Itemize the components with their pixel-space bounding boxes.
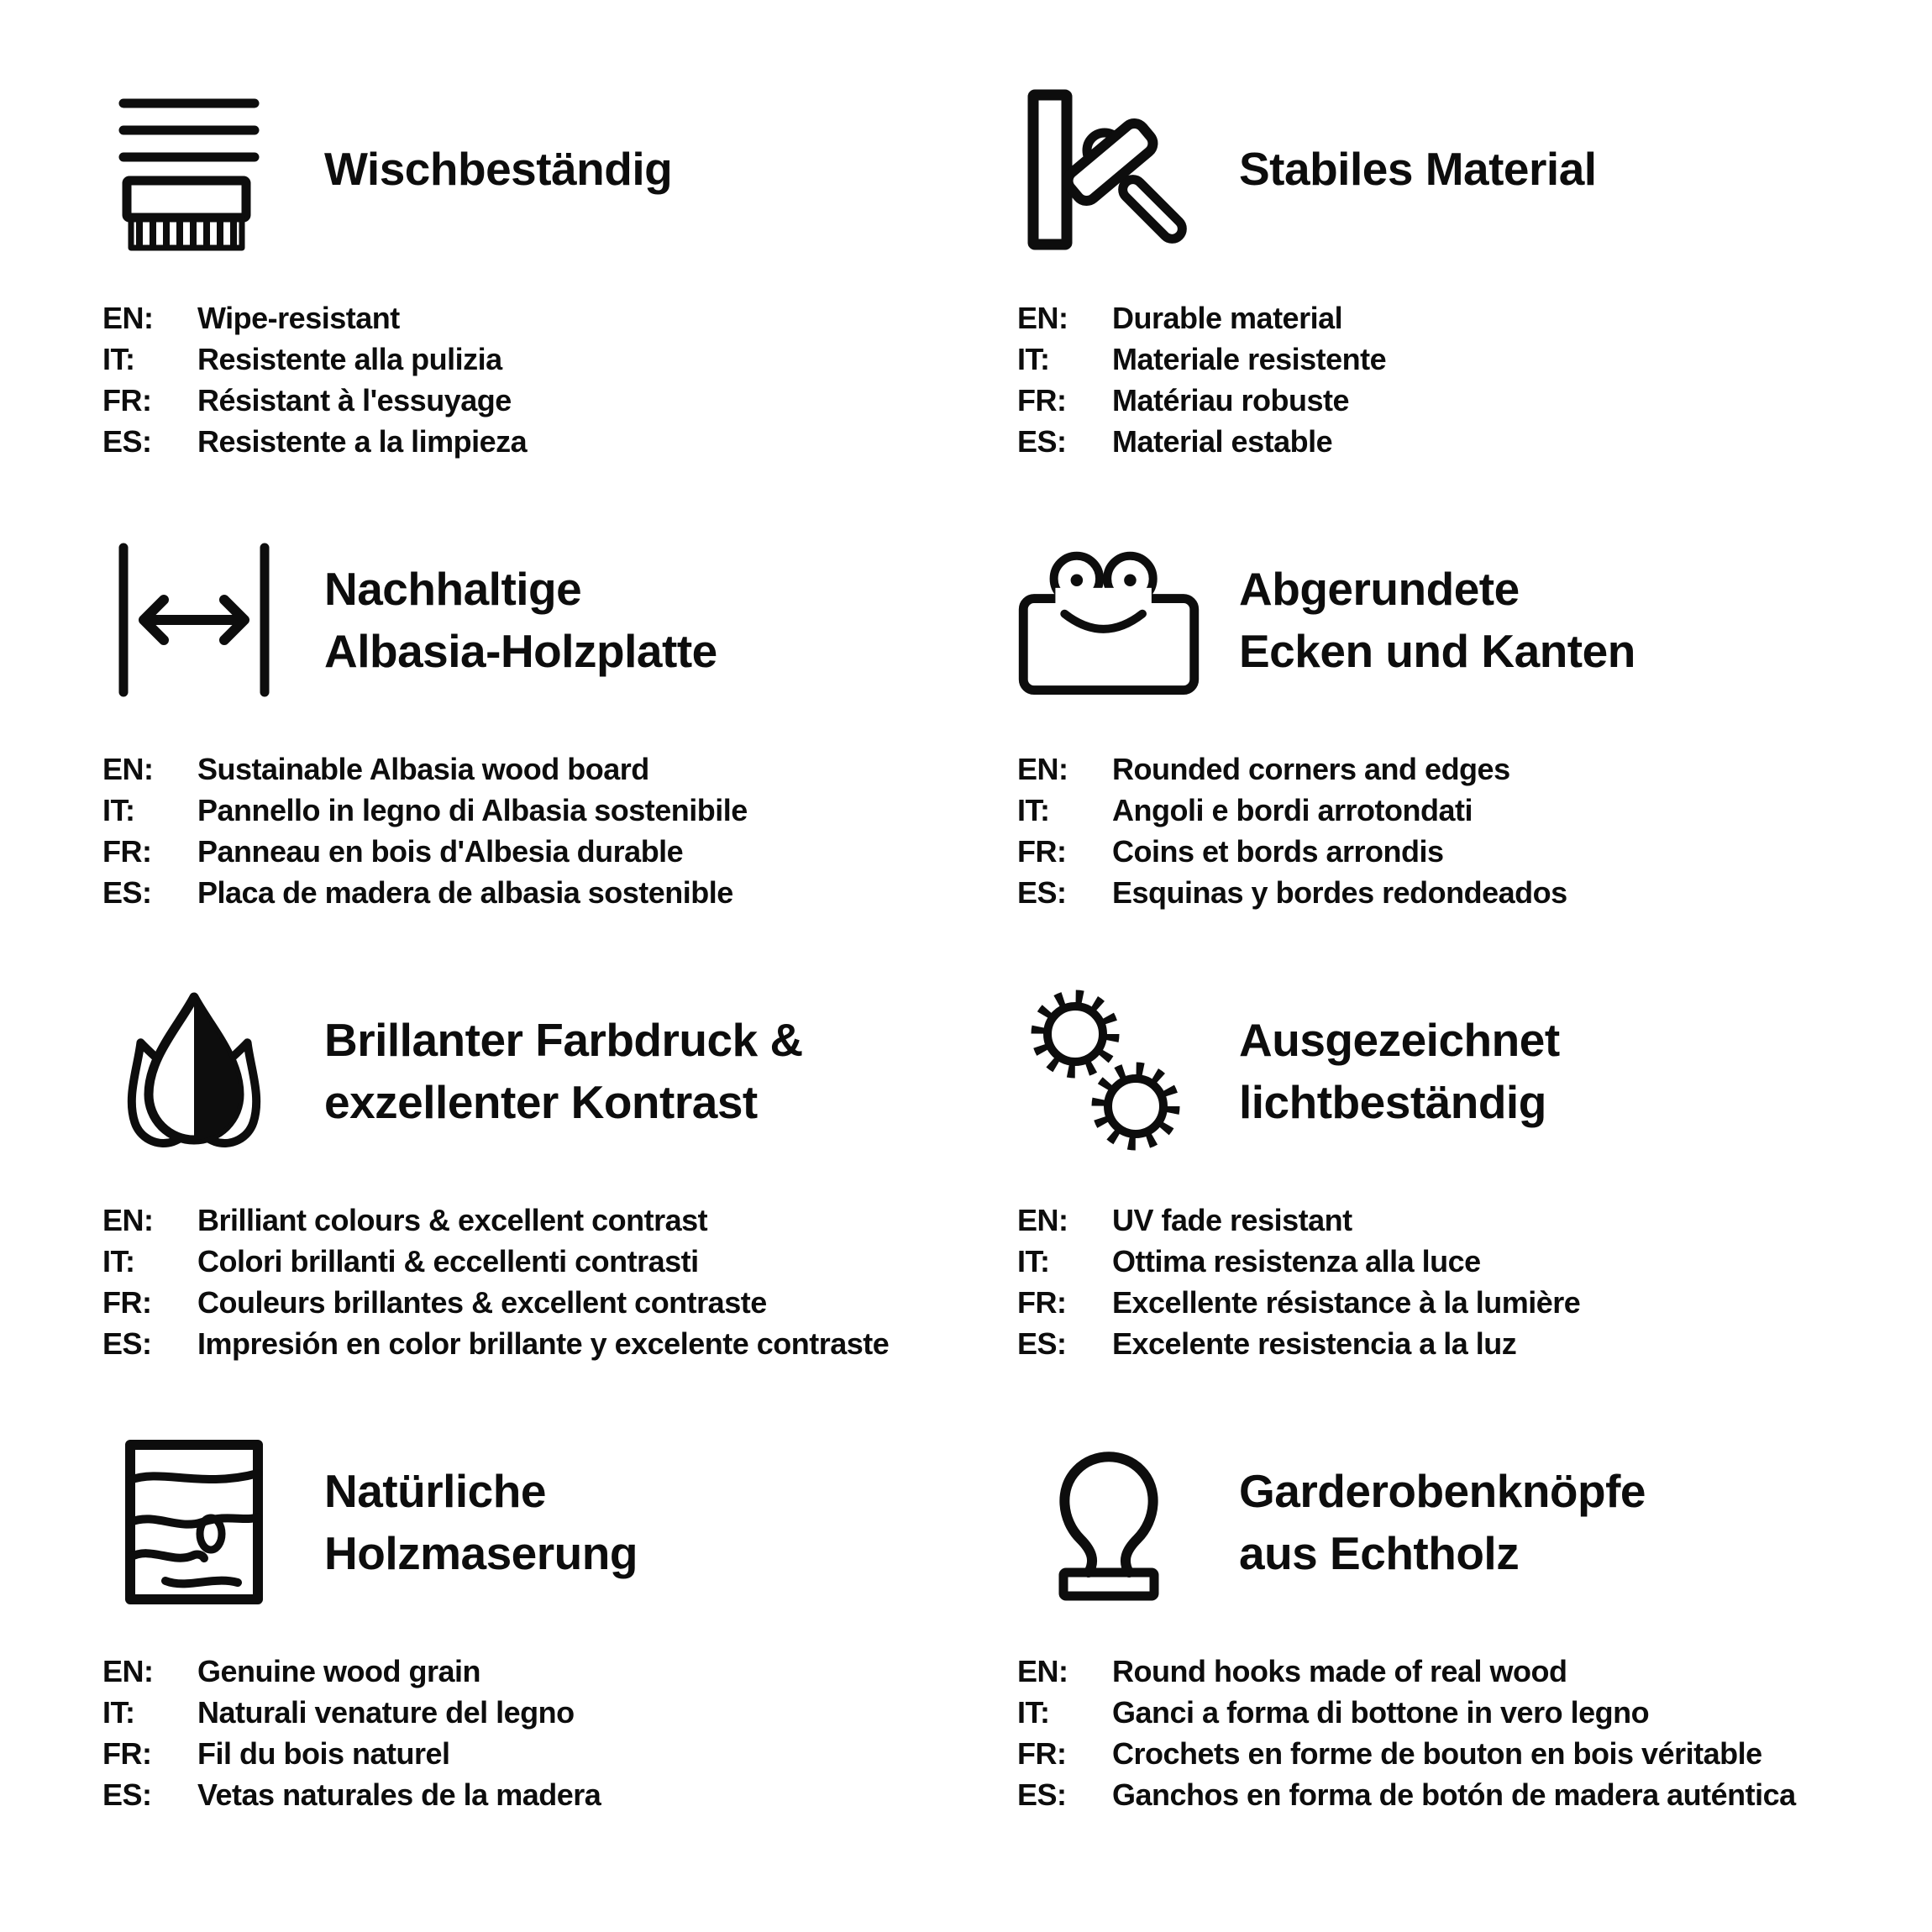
lang-label-it: IT:	[1017, 1695, 1050, 1730]
lang-value-it: Resistente alla pulizia	[197, 342, 502, 376]
lang-value-es: Material estable	[1112, 424, 1333, 459]
lang-value-es: Esquinas y bordes redondeados	[1112, 875, 1567, 910]
title-line: Ausgezeichnet	[1239, 1014, 1560, 1066]
lang-label-en: EN:	[102, 752, 154, 786]
feature-title	[324, 1460, 638, 1584]
title-line: aus Echtholz	[1239, 1527, 1520, 1579]
title-line: Ecken und Kanten	[1239, 625, 1635, 677]
title-line: Wischbeständig	[324, 143, 673, 195]
title-line: Stabiles Material	[1239, 143, 1597, 195]
feature-title	[324, 138, 672, 200]
lang-value-es: Ganchos en forma de botón de madera auténtica	[1112, 1777, 1796, 1812]
width-arrow-icon	[102, 528, 286, 711]
lang-label-es: ES:	[1017, 1777, 1067, 1812]
title-line: Nachhaltige	[324, 563, 582, 615]
lang-label-en: EN:	[1017, 1654, 1068, 1688]
lang-label-fr: FR:	[102, 1736, 152, 1771]
feature-durable-material	[1017, 77, 1856, 528]
feature-wood-grain	[102, 1431, 942, 1882]
wooden-knob-icon	[1017, 1431, 1200, 1614]
uv-suns-icon	[1017, 979, 1200, 1163]
lang-label-it: IT:	[102, 342, 135, 376]
lang-value-it: Materiale resistente	[1112, 342, 1387, 376]
lang-value-en: Wipe-resistant	[197, 301, 400, 335]
lang-value-en: Brilliant colours & excellent contrast	[197, 1203, 708, 1237]
lang-value-it: Angoli e bordi arrotondati	[1112, 793, 1473, 827]
lang-value-it: Pannello in legno di Albasia sostenibile	[197, 793, 748, 827]
board-hammer-icon	[1017, 77, 1200, 260]
feature-header	[1017, 979, 1856, 1163]
lang-value-it: Ottima resistenza alla luce	[1112, 1244, 1481, 1278]
lang-value-fr: Crochets en forme de bouton en bois véritable	[1112, 1736, 1762, 1771]
translation-list	[102, 1656, 942, 1811]
feature-header	[1017, 1431, 1856, 1614]
translation-list	[102, 302, 942, 458]
lang-value-fr: Résistant à l'essuyage	[197, 383, 512, 417]
feature-header	[102, 979, 942, 1163]
translation-list	[1017, 1205, 1856, 1360]
feature-wipe-resistant	[102, 77, 942, 528]
feature-title	[1239, 558, 1635, 682]
feature-title	[1239, 138, 1597, 200]
lang-label-en: EN:	[102, 1654, 154, 1688]
lang-value-en: Sustainable Albasia wood board	[197, 752, 649, 786]
translation-list	[102, 753, 942, 909]
lang-label-it: IT:	[102, 1244, 135, 1278]
lang-value-es: Excelente resistencia a la luz	[1112, 1326, 1517, 1361]
translation-list	[1017, 1656, 1856, 1811]
feature-header	[1017, 528, 1856, 711]
lang-value-fr: Coins et bords arrondis	[1112, 834, 1444, 869]
lang-label-es: ES:	[1017, 424, 1067, 459]
lang-label-it: IT:	[1017, 793, 1050, 827]
feature-title	[1239, 1460, 1646, 1584]
title-line: exzellenter Kontrast	[324, 1076, 758, 1128]
lang-label-es: ES:	[102, 1777, 152, 1812]
lang-value-en: Round hooks made of real wood	[1112, 1654, 1567, 1688]
title-line: Holzmaserung	[324, 1527, 638, 1579]
lang-label-es: ES:	[102, 875, 152, 910]
wipe-brush-icon	[102, 77, 286, 260]
feature-title	[324, 1009, 803, 1133]
title-line: lichtbeständig	[1239, 1076, 1546, 1128]
feature-header	[102, 77, 942, 260]
feature-wooden-knobs	[1017, 1431, 1856, 1882]
lang-label-en: EN:	[1017, 301, 1068, 335]
lang-label-en: EN:	[102, 1203, 154, 1237]
lang-value-fr: Couleurs brillantes & excellent contraste	[197, 1285, 767, 1320]
lang-label-it: IT:	[1017, 342, 1050, 376]
lang-label-es: ES:	[102, 424, 152, 459]
lang-label-en: EN:	[102, 301, 154, 335]
feature-albasia-board	[102, 528, 942, 979]
title-line: Albasia-Holzplatte	[324, 625, 717, 677]
lang-label-es: ES:	[102, 1326, 152, 1361]
lang-value-es: Impresión en color brillante y excelente contraste	[197, 1326, 890, 1361]
lang-label-fr: FR:	[1017, 834, 1067, 869]
lang-label-it: IT:	[1017, 1244, 1050, 1278]
lang-value-it: Colori brillanti & eccellenti contrasti	[197, 1244, 699, 1278]
lang-value-it: Ganci a forma di bottone in vero legno	[1112, 1695, 1650, 1730]
lang-label-fr: FR:	[1017, 383, 1067, 417]
title-line: Garderobenknöpfe	[1239, 1465, 1646, 1517]
translation-list	[102, 1205, 942, 1360]
wood-grain-icon	[102, 1431, 286, 1614]
feature-title	[1239, 1009, 1560, 1133]
feature-rounded-corners	[1017, 528, 1856, 979]
frog-towel-icon	[1017, 528, 1200, 711]
title-line: Natürliche	[324, 1465, 546, 1517]
lang-label-es: ES:	[1017, 1326, 1067, 1361]
lang-value-it: Naturali venature del legno	[197, 1695, 575, 1730]
lang-value-es: Placa de madera de albasia sostenible	[197, 875, 733, 910]
feature-brilliant-colours	[102, 979, 942, 1431]
lang-value-es: Vetas naturales de la madera	[197, 1777, 601, 1812]
lang-label-es: ES:	[1017, 875, 1067, 910]
lang-label-fr: FR:	[102, 1285, 152, 1320]
feature-header	[102, 1431, 942, 1614]
lang-value-fr: Fil du bois naturel	[197, 1736, 450, 1771]
lang-value-en: Durable material	[1112, 301, 1343, 335]
lang-label-en: EN:	[1017, 1203, 1068, 1237]
lang-value-en: UV fade resistant	[1112, 1203, 1352, 1237]
feature-uv-resistant	[1017, 979, 1856, 1431]
title-line: Abgerundete	[1239, 563, 1520, 615]
lang-label-fr: FR:	[102, 383, 152, 417]
feature-header	[1017, 77, 1856, 260]
feature-header	[102, 528, 942, 711]
lang-label-fr: FR:	[1017, 1285, 1067, 1320]
lang-value-es: Resistente a la limpieza	[197, 424, 528, 459]
lang-label-fr: FR:	[102, 834, 152, 869]
lang-label-en: EN:	[1017, 752, 1068, 786]
lang-value-en: Rounded corners and edges	[1112, 752, 1510, 786]
lang-value-fr: Excellente résistance à la lumière	[1112, 1285, 1581, 1320]
lang-value-fr: Matériau robuste	[1112, 383, 1350, 417]
lang-label-it: IT:	[102, 793, 135, 827]
feature-title	[324, 558, 717, 682]
title-line: Brillanter Farbdruck &	[324, 1014, 803, 1066]
lang-label-it: IT:	[102, 1695, 135, 1730]
lang-value-fr: Panneau en bois d'Albesia durable	[197, 834, 684, 869]
lang-label-fr: FR:	[1017, 1736, 1067, 1771]
colour-drops-icon	[102, 979, 286, 1163]
translation-list	[1017, 753, 1856, 909]
lang-value-en: Genuine wood grain	[197, 1654, 481, 1688]
translation-list	[1017, 302, 1856, 458]
